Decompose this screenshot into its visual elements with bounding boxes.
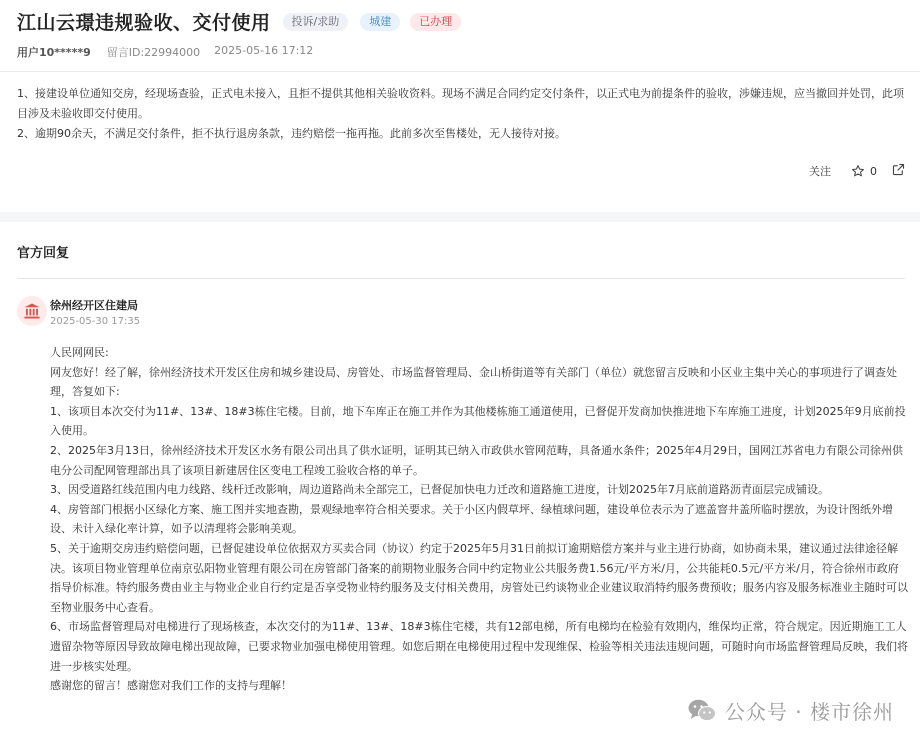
like-count: 0 — [870, 164, 877, 178]
user-name: 用户10*****9 — [17, 46, 91, 59]
reply-paragraph: 6、市场监督管理局对电梯进行了现场核查，本次交付的为11#、13#、18#3栋住宅楼，共有12部电梯，所有电梯均在检验有效期内，维保均正常，符合规定。因近期施工工人遗留杂物等原因导致故障电梯出现故障，已要求物业加强电梯使用管理。如您后期在电梯使用过程中发现维保、检验等相关违法违规问题，可随时向市场监督管理局反映，我们将进一步核实处理。 — [50, 620, 908, 673]
page-title: 江山云璟违规验收、交付使用 — [17, 12, 271, 34]
divider — [0, 71, 920, 72]
share-icon — [891, 162, 906, 177]
question-paragraph: 2、逾期90余天，不满足交付条件，拒不执行退房条款，违约赔偿一拖再拖。此前多次至售楼处，无人接待对接。 — [17, 127, 566, 140]
section-separator — [0, 212, 920, 222]
watermark-text: 公众号 · 楼市徐州 — [724, 700, 894, 724]
question-body — [17, 84, 907, 144]
status-badge: 已办理 — [410, 13, 461, 31]
reply-paragraph: 3、因受道路红线范围内电力线路、线杆迁改影响，周边道路尚未全部完工，已督促加快电力迁改和道路施工进度，计划2025年7月底前道路沥青面层完成铺设。 — [50, 483, 829, 497]
action-bar — [809, 162, 906, 180]
wechat-watermark — [687, 696, 894, 725]
message-meta — [17, 44, 313, 60]
reply-body — [50, 343, 908, 696]
follow-button[interactable]: 关注 — [809, 165, 831, 178]
org-avatar — [17, 296, 47, 326]
wechat-icon — [687, 698, 717, 724]
reply-paragraph: 人民网网民: — [50, 346, 109, 359]
reply-paragraph: 1、该项目本次交付为11#、13#、18#3栋住宅楼。目前，地下车库正在施工并作为其他楼栋施工通道使用，已督促开发商加快推进地下车库施工进度，计划2025年9月底前投入使用。 — [50, 404, 906, 438]
reply-paragraph: 2、2025年3月13日，徐州经济技术开发区水务有限公司出具了供水证明，证明其已纳入市政供水管网范畴，具备通水条件；2025年4月29日，国网江苏省电力有限公司徐州供电分公司配网管理部出具了该项目新建居住区变电工程竣工验收合格的单子。 — [50, 443, 903, 477]
org-name: 徐州经开区住建局 — [50, 299, 138, 312]
category-tag[interactable]: 投诉/求助 — [283, 13, 349, 31]
like-button[interactable] — [851, 164, 877, 178]
government-building-icon — [23, 302, 41, 320]
page-header — [17, 8, 461, 35]
reply-paragraph: 4、房管部门根据小区绿化方案、施工图并实地查勘，景观绿地率符合相关要求。关于小区内假草坪、绿植球问题，建设单位表示为了遮盖窨井盖所临时摆放，为设计图纸外增设、未计入绿化率计算，如予以清理将会影响美观。 — [50, 502, 893, 536]
reply-time: 2025-05-30 17:35 — [50, 316, 141, 327]
reply-paragraph: 网友您好！经了解，徐州经济技术开发区住房和城乡建设局、房管处、市场监督管理局、金山桥街道等有关部门（单位）就您留言反映和小区业主集中关心的事项进行了调查处理，答复如下: — [50, 365, 897, 399]
share-button[interactable] — [891, 162, 906, 180]
question-paragraph: 1、接建设单位通知交房，经现场查验，正式电未接入，且拒不提供其他相关验收资料。现场不满足合同约定交付条件，以正式电为前提条件的验收，涉嫌违规，应当撤回并处罚，此项目涉及未验收即交付使用。 — [17, 87, 904, 120]
reply-paragraph: 感谢您的留言！感谢您对我们工作的支持与理解！ — [50, 679, 292, 693]
message-date: 2025-05-16 17:12 — [214, 44, 314, 57]
divider — [17, 278, 905, 279]
message-id: 留言ID:22994000 — [106, 46, 201, 59]
star-icon — [851, 164, 865, 178]
reply-section-title: 官方回复 — [17, 246, 70, 261]
domain-tag[interactable]: 城建 — [360, 13, 400, 31]
reply-paragraph: 5、关于逾期交房违约赔偿问题，已督促建设单位依据双方买卖合同（协议）约定于2025年5月31日前拟订逾期赔偿方案并与业主进行协商，如协商未果，建议通过法律途径解决。该项目物业管理单位南京弘阳物业管理有限公司在房管部门备案的前期物业服务合同中约定物业公共服务费1.56元/平方米/月，公共能耗0.5元/平方米/月，符合徐州市政府指导价标准。特约服务费由业主与物业企业自行约定是否享受物业特约服务及支付相关费用，房管处已约谈物业企业建议取消特约服务费预收；服务内容及服务标准业主随时可以至物业服务中心查看。 — [50, 541, 908, 614]
